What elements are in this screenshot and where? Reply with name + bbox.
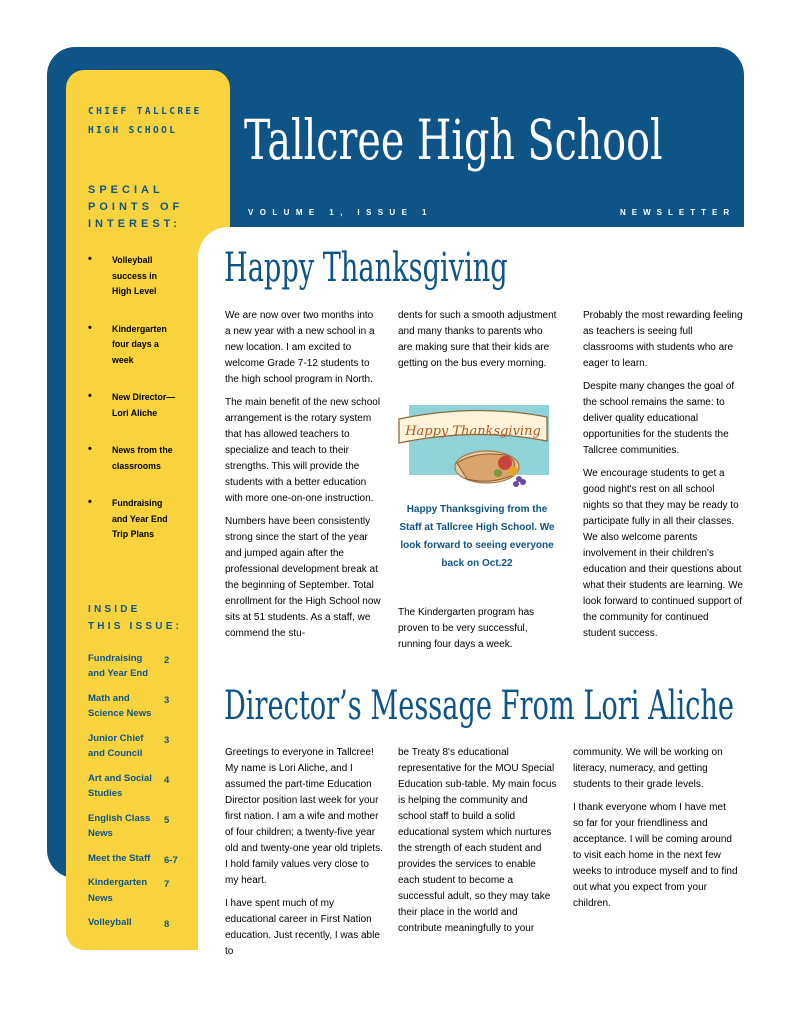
article-headline-thanksgiving: Happy Thanksgiving [224, 245, 508, 291]
inside-heading-line1: INSIDE [88, 603, 141, 615]
article1-column2 [398, 308, 558, 379]
school-name-line1: CHIEF TALLCREE [88, 106, 202, 117]
bullet-icon: • [88, 321, 92, 334]
toc-page: 8 [164, 919, 170, 930]
image-caption: Happy Thanksgiving from the Staff at Tallcree High School. We look forward to seeing everyone back on Oct.22 [399, 504, 555, 569]
toc-page: 6-7 [164, 854, 178, 866]
toc-title: Meet the Staff [88, 852, 151, 864]
toc-title: Art and Social Studies [88, 772, 152, 799]
paragraph: We encourage students to get a good night's rest on all school nights so that they may be ready to participate fully in all their classes. We also welcome parents involvement in their children's education and their questions about what their students are learning. We look forward to continued support of the community for continued student success. [583, 468, 743, 639]
bullet-icon: • [88, 496, 92, 508]
toc-entry[interactable] [88, 851, 222, 867]
toc-title: English Class News [88, 812, 151, 839]
points-heading-line1: SPECIAL [88, 184, 164, 196]
point-text: New Director—Lori Aliche [112, 392, 176, 418]
toc-title: Volleyball [88, 917, 132, 928]
table-of-contents [88, 651, 222, 931]
newsletter-label: NEWSLETTER [620, 208, 736, 217]
toc-entry[interactable] [88, 731, 222, 762]
point-text: Fundraising and Year End Trip Plans [112, 498, 168, 539]
paragraph: dents for such a smooth adjustment and many thanks to parents who are making sure that their kids are getting on the bus every morning. [398, 310, 557, 369]
point-text: Kindergarten four days a week [112, 323, 167, 365]
list-item [88, 443, 222, 474]
article2-column1 [225, 745, 385, 967]
toc-page: 4 [164, 774, 170, 786]
sidebar [88, 102, 222, 940]
paragraph: Numbers have been consistently strong since the start of the year and jumped again after the professional development break at the beginning of September. Total enrollment for the High School now sits at 51 students. As a staff, we commend the stu- [225, 516, 381, 639]
bullet-icon: • [88, 390, 92, 402]
toc-entry[interactable] [88, 915, 222, 931]
school-name-line2: HIGH SCHOOL [88, 125, 178, 136]
toc-page: 7 [164, 879, 170, 890]
point-text: News from the classrooms [112, 445, 173, 471]
article2-column3 [573, 745, 738, 919]
list-item [88, 322, 222, 369]
toc-page: 3 [164, 694, 170, 706]
inside-heading-line2: THIS ISSUE: [88, 620, 183, 632]
toc-entry[interactable] [88, 811, 222, 842]
toc-title: Math and Science News [88, 692, 152, 719]
paragraph: Greetings to everyone in Tallcree! My name is Lori Aliche, and I assumed the part-time Education Director position last week for your first nation. I am a wife and mother of four children; a twenty-five year old and twenty-one year old triplets. I hold family values very close to my heart. [225, 747, 383, 886]
paragraph: The Kindergarten program has proven to be very successful, running four days a week. [398, 607, 535, 650]
newsletter-title: Tallcree High School [244, 108, 663, 172]
paragraph: Probably the most rewarding feeling as teachers is seeing full classrooms with students who are eager to learn. [583, 310, 743, 369]
paragraph: community. We will be working on literacy, numeracy, and getting students to their grade levels. [573, 747, 723, 790]
thanksgiving-cornucopia-image [395, 393, 555, 493]
points-heading-line3: INTEREST: [88, 218, 181, 230]
sidebar-school-name [88, 102, 222, 140]
paragraph: The main benefit of the new school arrangement is the rotary system that has allowed teachers to specialize and teach to their strengths. This will provide the students with a better education with more one-on-one instruction. [225, 397, 381, 504]
article1-column3 [583, 308, 743, 649]
article1-column1 [225, 308, 381, 649]
toc-entry[interactable] [88, 651, 222, 682]
inside-issue-heading [88, 601, 222, 635]
toc-entry[interactable] [88, 771, 222, 802]
point-text: Volleyball success in High Level [112, 255, 157, 296]
paragraph: We are now over two months into a new year with a new school in a new location. I am excited to welcome Grade 7-12 students to the high school program in North. [225, 310, 375, 385]
toc-page: 5 [164, 814, 170, 826]
bullet-icon: • [88, 253, 92, 265]
special-points-list [88, 253, 222, 543]
paragraph: be Treaty 8's educational representative for the MOU Special Education sub-table. My main focus is helping the community and school staff to build a solid educational system which nurtures the strength of each student and provides the services to enable each student to become a successful adult, so they may take their place in the world and contribute meaningfully to your [398, 747, 557, 934]
toc-page: 2 [164, 654, 170, 666]
toc-entry[interactable] [88, 691, 222, 722]
list-item [88, 496, 222, 543]
list-item [88, 253, 222, 300]
volume-issue: VOLUME 1, ISSUE 1 [248, 208, 433, 217]
article-headline-director: Director’s Message From Lori Aliche [224, 683, 734, 729]
article2-column2 [398, 745, 558, 944]
toc-title: Fundraising and Year End [88, 652, 149, 679]
list-item [88, 390, 222, 421]
banner-text: Happy Thanksgiving [405, 424, 541, 439]
toc-title: Junior Chief and Council [88, 732, 144, 759]
toc-page: 3 [164, 734, 170, 746]
bullet-icon: • [88, 443, 92, 455]
special-points-heading [88, 182, 222, 233]
points-heading-line2: POINTS OF [88, 201, 184, 213]
paragraph: I have spent much of my educational career in First Nation education. Just recently, I was able to [225, 898, 380, 957]
toc-entry[interactable] [88, 875, 222, 906]
paragraph: Despite many changes the goal of the school remains the same: to deliver quality educational opportunities for the students the Tallcree communities. [583, 381, 735, 456]
paragraph: I thank everyone whom I have met so far for your friendliness and acceptance. I will be coming around to visit each home in the next few weeks to introduce myself and to find out what you expect from your children. [573, 802, 738, 909]
toc-title: Kindergarten News [88, 877, 148, 904]
